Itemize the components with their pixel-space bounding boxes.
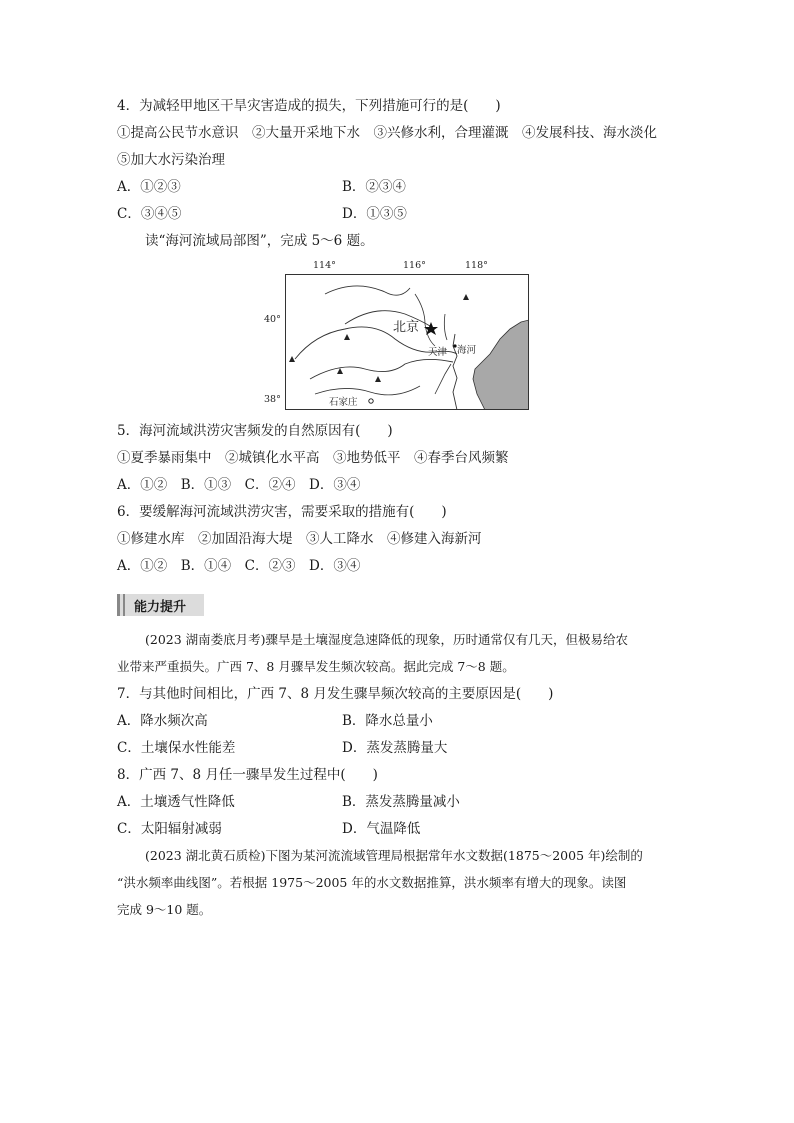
- map-intro: 读“海河流域局部图”，完成 5～6 题。: [145, 233, 374, 249]
- section-title: 能力提升: [134, 600, 187, 615]
- q5-items: ①夏季暴雨集中 ②城镇化水平高 ③地势低平 ④春季台风频繁: [117, 450, 509, 466]
- q4-option-d: D．①③⑤: [342, 206, 407, 222]
- passage1-line1: (2023 湖南娄底月考)骤旱是土壤湿度急速降低的现象，历时通常仅有几天，但极易给农: [145, 632, 629, 647]
- q4-items-cont: ⑤加大水污染治理: [117, 152, 225, 168]
- q5-options: A．①② B．①③ C．②④ D．③④: [117, 477, 361, 493]
- lat-38-label: 38°: [264, 394, 281, 405]
- lon-118-label: 118°: [465, 260, 488, 271]
- mountain-marker: [344, 334, 350, 340]
- q4-option-a: A．①②③: [117, 179, 181, 195]
- mountain-marker: [289, 356, 295, 362]
- section-header: [117, 594, 204, 616]
- passage2-line3: 完成 9～10 题。: [117, 902, 212, 917]
- q6-stem: 6．要缓解海河流域洪涝灾害，需要采取的措施有( ): [117, 504, 447, 520]
- tianjin-label: 天津: [428, 347, 448, 358]
- beijing-label: 北京: [393, 320, 420, 335]
- map-graphic: [285, 274, 529, 410]
- mountain-marker: [463, 294, 469, 300]
- river-east: [444, 314, 447, 340]
- q5-stem: 5．海河流域洪涝灾害频发的自然原因有( ): [117, 423, 393, 439]
- lon-116-label: 116°: [403, 260, 426, 271]
- q7-option-a: A．降水频次高: [117, 713, 208, 729]
- haihe-river-label: 海河: [457, 345, 477, 356]
- passage2-line2: “洪水频率曲线图”。若根据 1975～2005 年的水文数据推算，洪水频率有增大的现象。读图: [117, 875, 627, 890]
- q7-option-d: D．蒸发蒸腾量大: [342, 740, 448, 756]
- q7-option-b: B．降水总量小: [342, 713, 433, 729]
- river-south: [310, 359, 453, 379]
- mountain-marker: [337, 368, 343, 374]
- q4-option-c: C．③④⑤: [117, 206, 182, 222]
- q8-option-c: C．太阳辐射减弱: [117, 821, 222, 837]
- mountain-marker: [375, 376, 381, 382]
- passage1-line2: 业带来严重损失。广西 7、8 月骤旱发生频次较高。据此完成 7～8 题。: [117, 659, 515, 674]
- lat-40-label: 40°: [264, 314, 281, 325]
- river-southeast: [435, 364, 451, 394]
- shijiazhuang-dot-icon: [369, 399, 373, 403]
- q8-option-d: D．气温降低: [342, 821, 421, 837]
- q7-stem: 7．与其他时间相比，广西 7、8 月发生骤旱频次较高的主要原因是( ): [117, 686, 554, 702]
- q4-stem: 4．为减轻甲地区干旱灾害造成的损失，下列措施可行的是( ): [117, 98, 501, 114]
- q6-items: ①修建水库 ②加固沿海大堤 ③人工降水 ④修建入海新河: [117, 531, 482, 547]
- river-north: [325, 286, 410, 295]
- q8-option-a: A．土壤透气性降低: [117, 794, 235, 810]
- q4-items: ①提高公民节水意识 ②大量开采地下水 ③兴修水利，合理灌溉 ④发展科技、海水淡化: [117, 125, 657, 141]
- haihe-basin-map: [264, 260, 529, 410]
- q6-options: A．①② B．①④ C．②③ D．③④: [117, 558, 361, 574]
- q4-option-b: B．②③④: [342, 179, 406, 195]
- lon-114-label: 114°: [313, 260, 336, 271]
- q8-option-b: B．蒸发蒸腾量减小: [342, 794, 460, 810]
- bohai-sea-shape: [473, 320, 529, 410]
- q7-option-c: C．土壤保水性能差: [117, 740, 236, 756]
- q8-stem: 8．广西 7、8 月任一骤旱发生过程中( ): [117, 767, 378, 783]
- passage2-line1: (2023 湖北黄石质检)下图为某河流流域管理局根据常年水文数据(1875～2005 年)绘制的: [145, 848, 643, 863]
- shijiazhuang-label: 石家庄: [329, 397, 358, 408]
